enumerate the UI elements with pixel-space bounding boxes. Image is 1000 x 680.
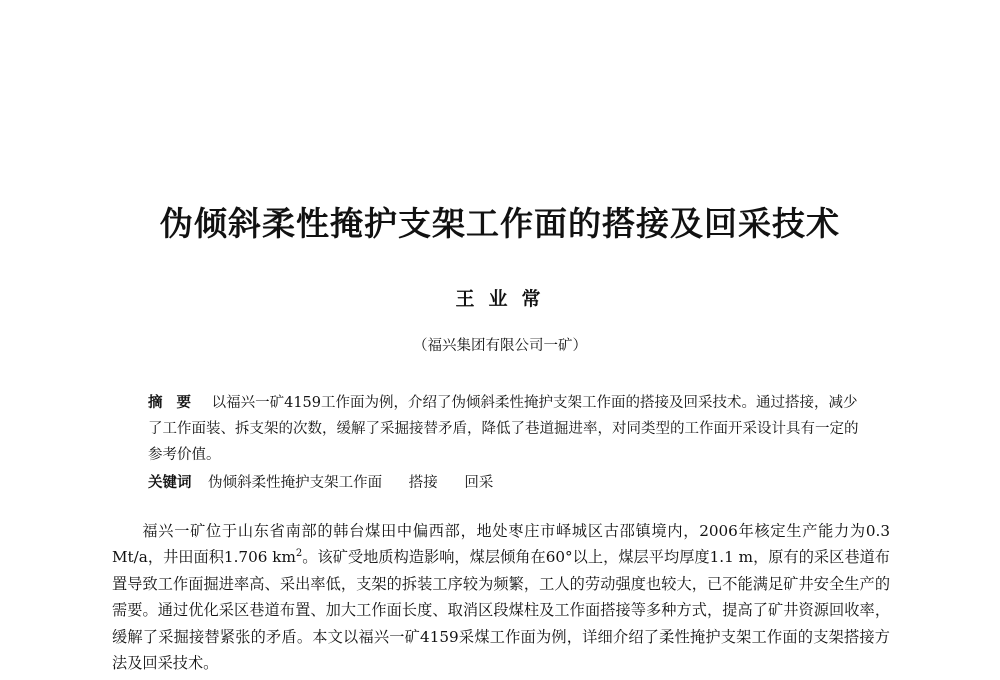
- keyword-3: 回采: [464, 475, 494, 491]
- keyword-2: 搭接: [408, 475, 438, 491]
- keywords: [148, 470, 868, 496]
- body-text-part-1: 福兴一矿位于山东省南部的韩台煤田中偏西部，地处枣庄市峄城区古邵镇境内，2006年核定生产能力为0.3 Mt/a，井田面积1.706 km: [112, 522, 890, 567]
- abstract-label: 摘要: [148, 395, 205, 411]
- body-text-part-2: 。该矿受地质构造影响，煤层倾角在60°以上，煤层平均厚度1.1 m，原有的采区巷道布置导致工作面掘进率高、采出率低，支架的拆装工序较为频繁，工人的劳动强度也较大，已不能满足矿井安全生产的需要。通过优化采区巷道布置、加大工作面长度、取消区段煤柱及工作面搭接等多种方式，提高了矿井资源回收率，缓解了采掘接替紧张的矛盾。本文以福兴一矿4159采煤工作面为例，详细介绍了柔性掩护支架工作面的支架搭接方法及回采技术。: [112, 548, 890, 673]
- keyword-1: 伪倾斜柔性掩护支架工作面: [208, 475, 383, 491]
- abstract-text: 以福兴一矿4159工作面为例，介绍了伪倾斜柔性掩护支架工作面的搭接及回采技术。通过搭接，减少了工作面装、拆支架的次数，缓解了采掘接替矛盾，降低了巷道掘进率，对同类型的工作面开采设计具有一定的参考价值。: [148, 395, 859, 463]
- author-name: 王业常: [455, 288, 555, 310]
- abstract: [148, 390, 868, 468]
- superscript: 2: [295, 548, 303, 560]
- author-affiliation: （福兴集团有限公司一矿）: [413, 338, 587, 354]
- keywords-label: 关键词: [148, 475, 192, 491]
- paper-title: 伪倾斜柔性掩护支架工作面的搭接及回采技术: [160, 204, 840, 243]
- body-paragraph: [112, 518, 890, 676]
